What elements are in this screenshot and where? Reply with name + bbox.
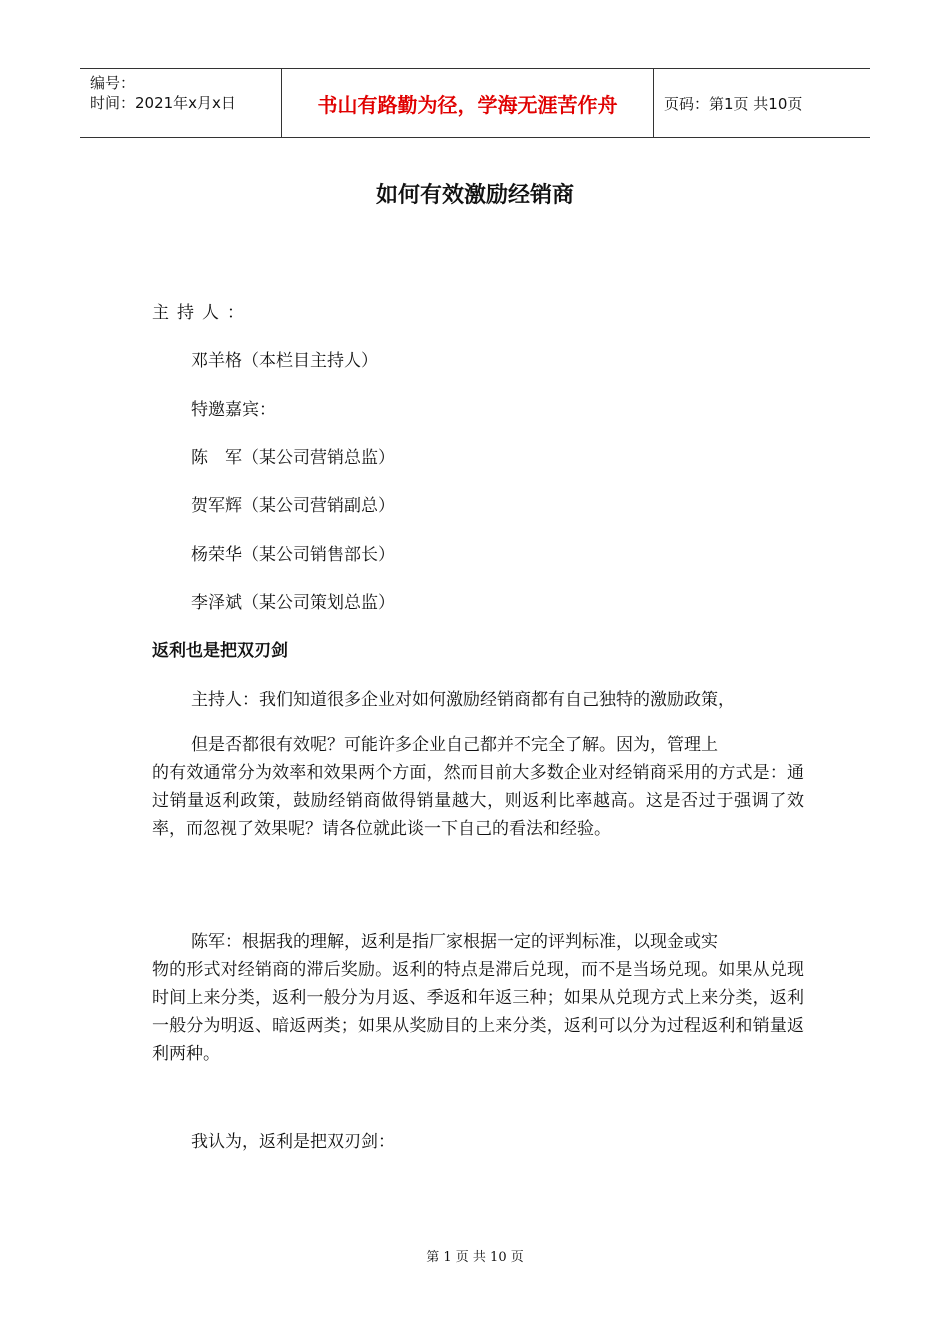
page-footer: 第 1 页 共 10 页 xyxy=(426,1250,524,1265)
guest-item: 陈 军（某公司营销总监） xyxy=(191,448,395,468)
header-meta xyxy=(80,69,281,137)
document-title: 如何有效激励经销商 xyxy=(375,183,574,208)
paragraph-first-line: 陈军：根据我的理解，返利是指厂家根据一定的评判标准，以现金或实 xyxy=(191,932,718,952)
paragraph-body: 物的形式对经销商的滞后奖励。返利的特点是滞后兑现，而不是当场兑现。如果从兑现时间上来分类，返利一般分为月返、季返和年返三种；如果从兑现方式上来分类，返利一般分为明返、暗返两类；如果从奖励目的上来分类，返利可以分为过程返利和销量返利两种。 xyxy=(152,960,804,1064)
header-page-info: 页码：第1页 共10页 xyxy=(664,94,803,113)
host-name: 邓羊格（本栏目主持人） xyxy=(191,351,378,371)
time-label: 时间：2021年x月x日 xyxy=(90,94,236,112)
number-label: 编号： xyxy=(90,74,136,92)
guest-item: 杨荣华（某公司销售部长） xyxy=(191,545,395,565)
paragraph-first-line: 但是否都很有效呢？可能许多企业自己都并不完全了解。因为，管理上 xyxy=(191,735,718,755)
page-header xyxy=(80,68,870,138)
paragraph-opinion: 我认为，返利是把双刃剑： xyxy=(191,1132,395,1152)
paragraph-body: 的有效通常分为效率和效果两个方面，然而目前大多数企业对经销商采用的方式是：通过销量返利政策，鼓励经销商做得销量越大，则返利比率越高。这是否过于强调了效率，而忽视了效果呢？请各位就此谈一下自己的看法和经验。 xyxy=(152,763,804,839)
paragraph-host-question: 主持人：我们知道很多企业对如何激励经销商都有自己独特的激励政策， xyxy=(191,690,735,710)
guest-item: 贺军辉（某公司营销副总） xyxy=(191,496,395,516)
paragraph-host-question-cont xyxy=(152,731,804,843)
paragraph-chenjun-answer xyxy=(152,928,804,1068)
guests-label: 特邀嘉宾： xyxy=(191,400,276,420)
guest-item: 李泽斌（某公司策划总监） xyxy=(191,593,395,613)
host-label: 主持人： xyxy=(152,303,252,323)
section-title: 返利也是把双刃剑 xyxy=(152,641,288,661)
header-motto: 书山有路勤为径，学海无涯苦作舟 xyxy=(281,69,654,137)
